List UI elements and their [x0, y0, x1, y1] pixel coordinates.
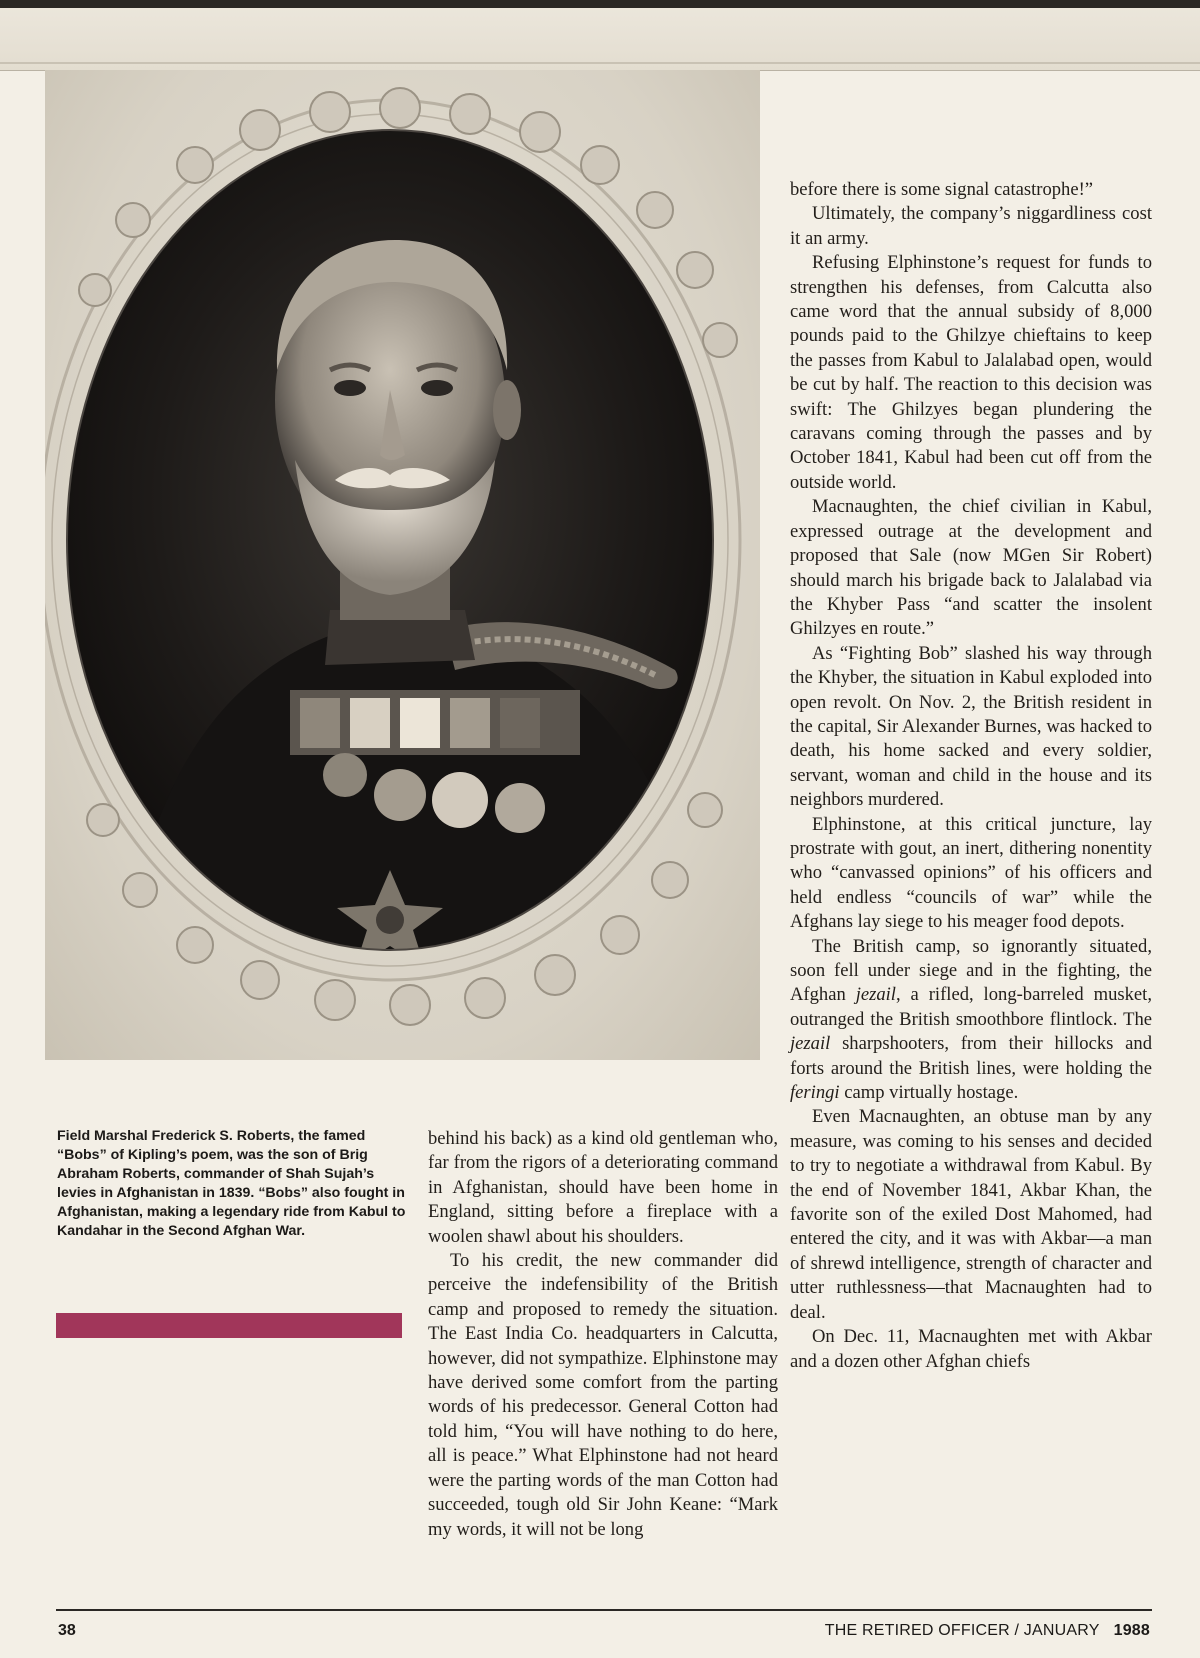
article-column-middle: [428, 1127, 778, 1542]
paragraph: Even Macnaughten, an obtuse man by any measure, was coming to his senses and decided to try to negotiate a withdrawal from Kabul. By the end of November 1841, Akbar Khan, the favorite son of the exiled Dost Mahomed, had entered the city, and it was with Akbar—a man of shrewd intelligence, strength of character and utter ruthlessness—that Macnaughten had to deal.: [790, 1106, 1152, 1323]
paragraph: Refusing Elphinstone’s request for funds to strengthen his defenses, from Calcutta also came word that the annual subsidy of 8,000 pounds paid to the Ghilzye chieftains to keep the passes from Kabul to Jalalabad open, would be cut by half. The reaction to this decision was swift: The Ghilzyes began plundering the caravans coming through the passes and by October 1841, Kabul had been cut off from the outside world.: [790, 252, 1152, 493]
page-number: 38: [58, 1622, 76, 1639]
publication-name: THE RETIRED OFFICER / JANUARY: [824, 1622, 1100, 1639]
paragraph-jezail: [790, 935, 1152, 1106]
italic-term: jezail: [855, 984, 896, 1006]
paragraph: behind his back) as a kind old gentleman who, far from the rigors of a deteriorating command in Afghanistan, should have been home in England, sitting before a fireplace with a woolen shawl about his shoulders.: [428, 1128, 778, 1247]
italic-term: jezail: [790, 1033, 831, 1055]
accent-color-bar: [56, 1313, 402, 1338]
running-footer: [825, 1622, 1150, 1640]
portrait-illustration: [45, 70, 760, 1060]
text-run: , a rifled, long-barreled musket, outranged the British smoothbore flintlock. The: [790, 984, 1152, 1030]
photo-caption: Field Marshal Frederick S. Roberts, the famed “Bobs” of Kipling’s poem, was the son of Brig Abraham Roberts, commander of Shah Sujah’s levies in Afghanistan in 1839. “Bobs” also fought in Afghanistan, making a legendary ride from Kabul to Kandahar in the Second Afghan War.: [57, 1128, 406, 1239]
italic-term: feringi: [790, 1082, 840, 1104]
text-run: The British camp, so ignorantly situated, soon fell under siege and in the fighting, the Afghan: [790, 935, 1152, 1006]
text-run: camp virtually hostage.: [839, 1082, 1019, 1104]
paragraph: Elphinstone, at this critical juncture, lay prostrate with gout, an inert, dithering nonentity who “canvassed opinions” of his officers and held endless “councils of war” while the Afghans lay siege to his meager food depots.: [790, 813, 1152, 933]
portrait-photograph: [45, 70, 760, 1060]
paragraph: Ultimately, the company’s niggardliness cost it an army.: [790, 203, 1152, 249]
paragraph: before there is some signal catastrophe!”: [790, 179, 1094, 200]
paragraph: Macnaughten, the chief civilian in Kabul, expressed outrage at the development and proposed that Sale (now MGen Sir Robert) should march his brigade back to Jalalabad via the Khyber Pass “and scatter the insolent Ghilzyes en route.”: [790, 496, 1152, 640]
article-column-right: [790, 178, 1152, 1374]
paragraph: As “Fighting Bob” slashed his way through the Khyber, the situation in Kabul exploded into open revolt. On Nov. 2, the British resident in the capital, Sir Alexander Burnes, was hacked to death, his home sacked and every soldier, servant, woman and child in the house and its neighbors murdered.: [790, 642, 1152, 811]
publication-year: 1988: [1113, 1622, 1150, 1639]
text-run: sharpshooters, from their hillocks and forts around the British lines, were holding the: [790, 1033, 1152, 1079]
paragraph: On Dec. 11, Macnaughten met with Akbar and a dozen other Afghan chiefs: [790, 1326, 1152, 1372]
paragraph: To his credit, the new commander did perceive the indefensibility of the British camp and proposed to remedy the situation. The East India Co. headquarters in Calcutta, however, did not sympathize. Elphinstone may have derived some comfort from the parting words of his predecessor. General Cotton had told him, “You will have nothing to do here, all is peace.” What Elphinstone had not heard were the parting words of the man Cotton had succeeded, tough old Sir John Keane: “Mark my words, it will not be long: [428, 1250, 778, 1540]
top-rule: [0, 0, 1200, 8]
footer-rule: [56, 1609, 1152, 1611]
header-band: [0, 8, 1200, 71]
